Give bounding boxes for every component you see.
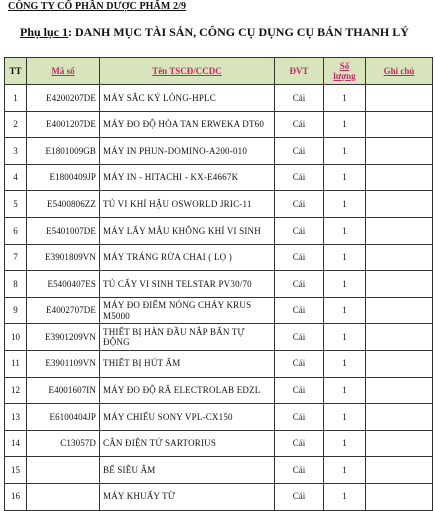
column-header-quantity-line1: Số xyxy=(339,60,350,71)
column-header-note-label: Ghi chú xyxy=(383,65,415,76)
cell-quantity: 1 xyxy=(324,271,366,298)
cell-name: MÁY LẤY MẪU KHÔNG KHÍ VI SINH xyxy=(100,217,275,244)
cell-unit: Cái xyxy=(275,430,324,457)
asset-list-table xyxy=(4,57,433,511)
cell-name: MÁY ĐO ĐIỂM NÓNG CHẢY KRUS M5000 xyxy=(100,297,275,324)
cell-unit: Cái xyxy=(275,244,324,271)
cell-code: E4200207DE xyxy=(27,85,100,112)
table-row xyxy=(5,350,433,377)
cell-tt: 6 xyxy=(5,217,27,244)
cell-name: BỂ SIÊU ÂM xyxy=(100,457,275,484)
cell-quantity: 1 xyxy=(324,85,366,112)
cell-unit: Cái xyxy=(275,324,324,351)
cell-unit: Cái xyxy=(275,457,324,484)
cell-name: MÁY CHIẾU SONY VPL-CX150 xyxy=(100,404,275,431)
table-row xyxy=(5,164,433,191)
cell-unit: Cái xyxy=(275,350,324,377)
cell-name: MÁY SẮC KÝ LỎNG-HPLC xyxy=(100,85,275,112)
company-name: CÔNG TY CỔ PHẦN DƯỢC PHẨM 2/9 xyxy=(8,1,187,12)
cell-code xyxy=(27,457,100,484)
cell-note xyxy=(366,244,433,271)
table-row xyxy=(5,324,433,351)
table-row xyxy=(5,404,433,431)
table-row xyxy=(5,377,433,404)
cell-name: THIẾT BỊ HÀN ĐẦU NẮP BẤN TỰ ĐỘNG xyxy=(100,324,275,351)
cell-code: E1800409JP xyxy=(27,164,100,191)
table-header-row xyxy=(5,58,433,85)
table-row xyxy=(5,271,433,298)
table-row xyxy=(5,217,433,244)
cell-quantity: 1 xyxy=(324,404,366,431)
cell-name: CÂN ĐIỆN TỬ SARTORIUS xyxy=(100,430,275,457)
column-header-quantity xyxy=(324,58,366,85)
document-title xyxy=(20,25,409,40)
cell-name: TỦ VI KHÍ HẬU OSWORLD JRIC-11 xyxy=(100,191,275,218)
cell-name: MÁY IN - HITACHI - KX-E4667K xyxy=(100,164,275,191)
cell-note xyxy=(366,217,433,244)
cell-quantity: 1 xyxy=(324,164,366,191)
cell-tt: 1 xyxy=(5,85,27,112)
cell-code: E3901209VN xyxy=(27,324,100,351)
cell-note xyxy=(366,164,433,191)
cell-code: E5400806ZZ xyxy=(27,191,100,218)
column-header-note xyxy=(366,58,433,85)
cell-tt: 11 xyxy=(5,350,27,377)
cell-quantity: 1 xyxy=(324,324,366,351)
cell-tt: 5 xyxy=(5,191,27,218)
cell-quantity: 1 xyxy=(324,191,366,218)
cell-tt: 15 xyxy=(5,457,27,484)
cell-code: E4002707DE xyxy=(27,297,100,324)
cell-code: E4001607IN xyxy=(27,377,100,404)
column-header-name xyxy=(100,58,275,85)
table-row xyxy=(5,138,433,165)
table-row xyxy=(5,191,433,218)
cell-tt: 16 xyxy=(5,483,27,510)
cell-note xyxy=(366,350,433,377)
cell-quantity: 1 xyxy=(324,217,366,244)
appendix-title-text: : DANH MỤC TÀI SẢN, CÔNG CỤ DỤNG CỤ BÁN THANH LÝ xyxy=(68,25,409,39)
column-header-quantity-line2: lượng xyxy=(333,71,356,81)
cell-quantity: 1 xyxy=(324,138,366,165)
cell-code: E5401007DE xyxy=(27,217,100,244)
cell-name: MÁY ĐO ĐỘ RÃ ELECTROLAB EDZL xyxy=(100,377,275,404)
cell-unit: Cái xyxy=(275,483,324,510)
cell-unit: Cái xyxy=(275,297,324,324)
column-header-tt: TT xyxy=(5,58,27,85)
column-header-code xyxy=(27,58,100,85)
table-row xyxy=(5,483,433,510)
cell-unit: Cái xyxy=(275,377,324,404)
column-header-name-label: Tên TSCĐ/CCDC xyxy=(152,65,222,76)
cell-tt: 10 xyxy=(5,324,27,351)
cell-tt: 14 xyxy=(5,430,27,457)
cell-unit: Cái xyxy=(275,85,324,112)
table-row xyxy=(5,85,433,112)
cell-tt: 8 xyxy=(5,271,27,298)
table-row xyxy=(5,244,433,271)
cell-quantity: 1 xyxy=(324,297,366,324)
cell-code: E4001207DE xyxy=(27,111,100,138)
table-row xyxy=(5,111,433,138)
cell-note xyxy=(366,191,433,218)
appendix-label: Phụ lục 1 xyxy=(20,25,69,39)
table-row xyxy=(5,457,433,484)
cell-name: THIẾT BỊ HÚT ẨM xyxy=(100,350,275,377)
cell-code: E1801009GB xyxy=(27,138,100,165)
cell-note xyxy=(366,138,433,165)
cell-note xyxy=(366,483,433,510)
column-header-unit: ĐVT xyxy=(275,58,324,85)
cell-code: E5400407ES xyxy=(27,271,100,298)
cell-code: E3901109VN xyxy=(27,350,100,377)
cell-tt: 2 xyxy=(5,111,27,138)
cell-note xyxy=(366,377,433,404)
cell-code: E3901809VN xyxy=(27,244,100,271)
cell-name: TỦ CẤY VI SINH TELSTAR PV30/70 xyxy=(100,271,275,298)
cell-quantity: 1 xyxy=(324,483,366,510)
cell-quantity: 1 xyxy=(324,111,366,138)
cell-quantity: 1 xyxy=(324,350,366,377)
cell-unit: Cái xyxy=(275,191,324,218)
table-body xyxy=(5,85,433,511)
cell-quantity: 1 xyxy=(324,457,366,484)
cell-note xyxy=(366,457,433,484)
cell-quantity: 1 xyxy=(324,377,366,404)
cell-unit: Cái xyxy=(275,138,324,165)
cell-note xyxy=(366,430,433,457)
cell-name: MÁY IN PHUN-DOMINO-A200-010 xyxy=(100,138,275,165)
cell-name: MÁY TRÁNG RỬA CHAI ( LỌ ) xyxy=(100,244,275,271)
table-row xyxy=(5,430,433,457)
cell-tt: 12 xyxy=(5,377,27,404)
cell-tt: 4 xyxy=(5,164,27,191)
cell-quantity: 1 xyxy=(324,244,366,271)
cell-code: E6100404JP xyxy=(27,404,100,431)
cell-note xyxy=(366,404,433,431)
cell-unit: Cái xyxy=(275,271,324,298)
cell-tt: 7 xyxy=(5,244,27,271)
cell-tt: 13 xyxy=(5,404,27,431)
cell-unit: Cái xyxy=(275,217,324,244)
cell-tt: 3 xyxy=(5,138,27,165)
cell-note xyxy=(366,297,433,324)
table-row xyxy=(5,297,433,324)
cell-unit: Cái xyxy=(275,111,324,138)
cell-note xyxy=(366,85,433,112)
cell-name: MÁY KHUẤY TỪ xyxy=(100,483,275,510)
cell-quantity: 1 xyxy=(324,430,366,457)
cell-note xyxy=(366,111,433,138)
cell-note xyxy=(366,324,433,351)
cell-code: C13057D xyxy=(27,430,100,457)
cell-unit: Cái xyxy=(275,404,324,431)
cell-code xyxy=(27,483,100,510)
cell-name: MÁY ĐO ĐỘ HÒA TAN ERWEKA DT60 xyxy=(100,111,275,138)
column-header-code-label: Mã số xyxy=(51,65,75,76)
cell-unit: Cái xyxy=(275,164,324,191)
cell-tt: 9 xyxy=(5,297,27,324)
cell-note xyxy=(366,271,433,298)
